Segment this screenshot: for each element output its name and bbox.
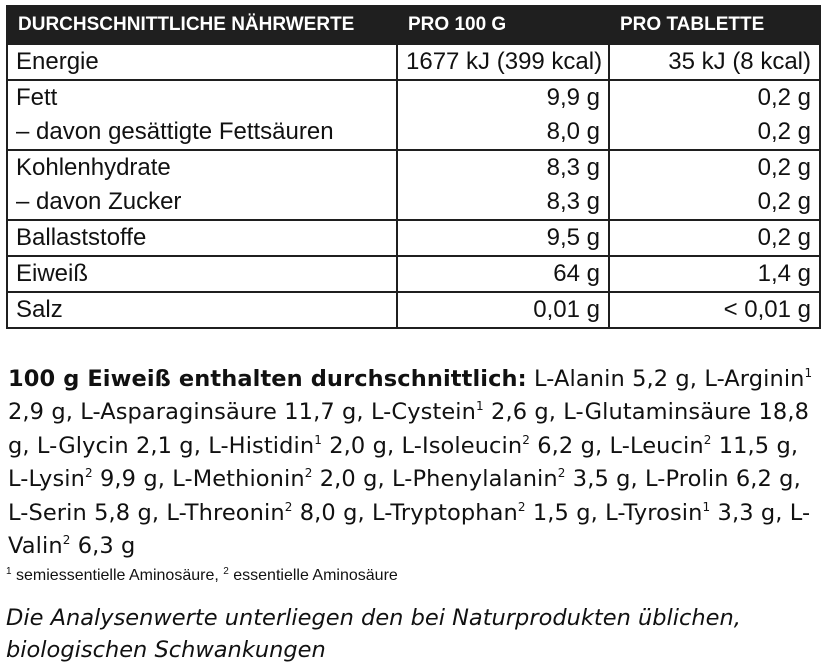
- amino-acid-paragraph: [8, 363, 824, 563]
- row-label: Eiweiß: [7, 256, 397, 292]
- amino-acid-item: L-Methionin$^2$ 2,0 g,: [172, 466, 385, 493]
- amino-acid-footnote-mark: 2: [84, 466, 93, 481]
- amino-acid-item: L-Leucin$^2$ 11,5 g,: [609, 432, 799, 459]
- table-header-row: [7, 6, 820, 44]
- footnote-mark-2: 2: [223, 566, 229, 577]
- amino-acid-item: L-Cystein$^1$ 2,6 g,: [370, 399, 557, 426]
- row-label: Salz: [7, 292, 397, 328]
- amino-acid-footnote-mark: 2: [703, 432, 712, 447]
- amino-acid-value: 8,0 g: [299, 499, 358, 526]
- table-row-fat: [7, 80, 820, 150]
- table-row-carbohydrates: [7, 150, 820, 220]
- row-label: Energie: [7, 44, 397, 80]
- footnote-text-2: essentielle Aminosäure: [233, 567, 398, 584]
- amino-acid-item: L-Alanin 5,2 g,: [534, 366, 698, 392]
- amino-acid-footnote-mark: 2: [522, 432, 530, 447]
- amino-acid-item: L-Tryptophan$^2$ 1,5 g,: [371, 499, 598, 526]
- amino-acid-value: 6,2 g: [537, 432, 595, 459]
- amino-acid-name: L-Tryptophan: [371, 499, 518, 526]
- row-value-per-100g: 64 g: [397, 256, 609, 292]
- amino-acid-name: L-Lysin: [8, 466, 85, 493]
- amino-acid-item: L-Arginin$^1$ 2,9 g,: [8, 366, 813, 426]
- amino-acid-item: L-Isoleucin$^2$ 6,2 g,: [401, 432, 603, 459]
- amino-acid-name: L-Threonin: [166, 499, 285, 526]
- row-label: Kohlenhydrate – davon Zucker: [7, 150, 397, 220]
- amino-acid-value: 11,7 g: [284, 399, 357, 426]
- row-value-per-tablet: 1,4 g: [609, 256, 820, 292]
- amino-acid-footnote-mark: 1: [804, 366, 813, 380]
- amino-acid-name: L-Tyrosin: [605, 499, 703, 526]
- amino-acid-value: 18,8 g: [8, 399, 810, 459]
- amino-acid-item: L-Serin 5,8 g,: [8, 499, 160, 526]
- amino-acid-item: L-Lysin$^2$ 9,9 g,: [8, 466, 165, 493]
- amino-acid-value: 5,2 g: [632, 366, 690, 392]
- amino-acid-name: L-Arginin: [704, 366, 805, 392]
- row-label: Ballaststoffe: [7, 220, 397, 256]
- footnote-text-1: semiessentielle Aminosäure,: [16, 567, 219, 584]
- amino-acid-list: [8, 366, 812, 559]
- row-value-per-tablet: 0,2 g 0,2 g: [609, 150, 820, 220]
- row-value-per-tablet: 0,2 g: [609, 220, 820, 256]
- amino-acid-footnote-mark: 1: [702, 499, 711, 514]
- table-row-protein: [7, 256, 820, 292]
- amino-acid-name: L-Prolin: [645, 466, 729, 493]
- amino-acid-footnote-mark: 2: [284, 499, 293, 514]
- amino-acid-value: 2,6 g: [491, 399, 549, 426]
- amino-acid-name: L-Alanin: [534, 366, 625, 392]
- amino-acid-item: L-Glutaminsäure 18,8 g,: [8, 399, 810, 459]
- amino-acid-value: 3,3 g: [717, 499, 776, 526]
- amino-acid-name: L-Leucin: [609, 432, 704, 459]
- amino-acid-value: 6,2 g: [735, 466, 794, 493]
- amino-acid-value: 2,0 g: [319, 466, 378, 493]
- amino-acid-value: 3,5 g: [572, 466, 631, 493]
- amino-acid-name: L-Phenylalanin: [392, 466, 558, 493]
- amino-acid-item: L-Histidin$^1$ 2,0 g,: [208, 432, 395, 459]
- amino-acid-item: L-Tyrosin$^1$ 3,3 g,: [605, 499, 783, 526]
- header-nutrient: DURCHSCHNITTLICHE NÄHRWERTE: [7, 6, 397, 44]
- amino-acid-item: L-Asparaginsäure 11,7 g,: [80, 399, 364, 426]
- amino-acid-footnote-mark: 1: [476, 399, 484, 414]
- amino-acid-item: L-Prolin 6,2 g,: [645, 466, 801, 493]
- row-value-per-100g: 9,5 g: [397, 220, 609, 256]
- amino-acid-value: 2,9 g: [8, 399, 66, 426]
- amino-acid-footnote-mark: 2: [557, 466, 566, 481]
- table-row-energy: [7, 44, 820, 80]
- amino-acid-item: L-Phenylalanin$^2$ 3,5 g,: [392, 466, 638, 493]
- amino-acid-value: 2,0 g: [329, 432, 387, 459]
- amino-acid-item: L-Glycin 2,1 g,: [36, 432, 201, 459]
- amino-acid-value: 6,3 g: [77, 533, 136, 560]
- amino-lead: 100 g Eiweiß enthalten durchschnittlich:: [8, 366, 527, 392]
- amino-acid-name: L-Isoleucin: [401, 432, 523, 459]
- row-value-per-tablet: < 0,01 g: [609, 292, 820, 328]
- amino-acid-value: 5,8 g: [94, 499, 152, 526]
- amino-acid-item: L-Threonin$^2$ 8,0 g,: [166, 499, 365, 526]
- row-value-per-tablet: 0,2 g 0,2 g: [609, 80, 820, 150]
- row-value-per-100g: 1677 kJ (399 kcal): [397, 44, 609, 80]
- header-per-tablet: PRO TABLETTE: [609, 6, 820, 44]
- header-per-100g: PRO 100 G: [397, 6, 609, 44]
- amino-acid-value: 2,1 g: [135, 432, 194, 459]
- row-value-per-tablet: 35 kJ (8 kcal): [609, 44, 820, 80]
- footnote: [6, 567, 398, 585]
- amino-acid-footnote-mark: 2: [304, 466, 313, 481]
- row-label: Fett – davon gesättigte Fettsäuren: [7, 80, 397, 150]
- amino-acid-footnote-mark: 1: [314, 432, 322, 447]
- amino-acid-footnote-mark: 2: [62, 533, 71, 548]
- disclaimer: Die Analysenwerte unterliegen den bei Naturprodukten üblichen, biologischen Schwankungen: [6, 605, 741, 663]
- amino-acid-name: L-Valin: [8, 499, 811, 560]
- nutrition-table: [6, 5, 821, 329]
- amino-acid-name: L-Methionin: [172, 466, 305, 493]
- amino-acid-name: L-Serin: [8, 499, 87, 526]
- table-row-fiber: [7, 220, 820, 256]
- amino-acid-name: L-Glycin: [36, 432, 129, 459]
- table-row-salt: [7, 292, 820, 328]
- amino-acid-name: L-Asparaginsäure: [80, 399, 277, 426]
- amino-acid-name: L-Glutaminsäure: [563, 399, 752, 426]
- amino-acid-name: L-Histidin: [208, 432, 315, 459]
- amino-acid-value: 9,9 g: [100, 466, 158, 493]
- amino-acid-value: 11,5 g: [718, 432, 791, 459]
- amino-acid-name: L-Cystein: [370, 399, 477, 426]
- footnote-mark-1: 1: [6, 566, 12, 577]
- row-value-per-100g: 9,9 g 8,0 g: [397, 80, 609, 150]
- amino-acid-footnote-mark: 2: [517, 499, 526, 514]
- row-value-per-100g: 8,3 g 8,3 g: [397, 150, 609, 220]
- amino-acid-value: 1,5 g: [532, 499, 591, 526]
- row-value-per-100g: 0,01 g: [397, 292, 609, 328]
